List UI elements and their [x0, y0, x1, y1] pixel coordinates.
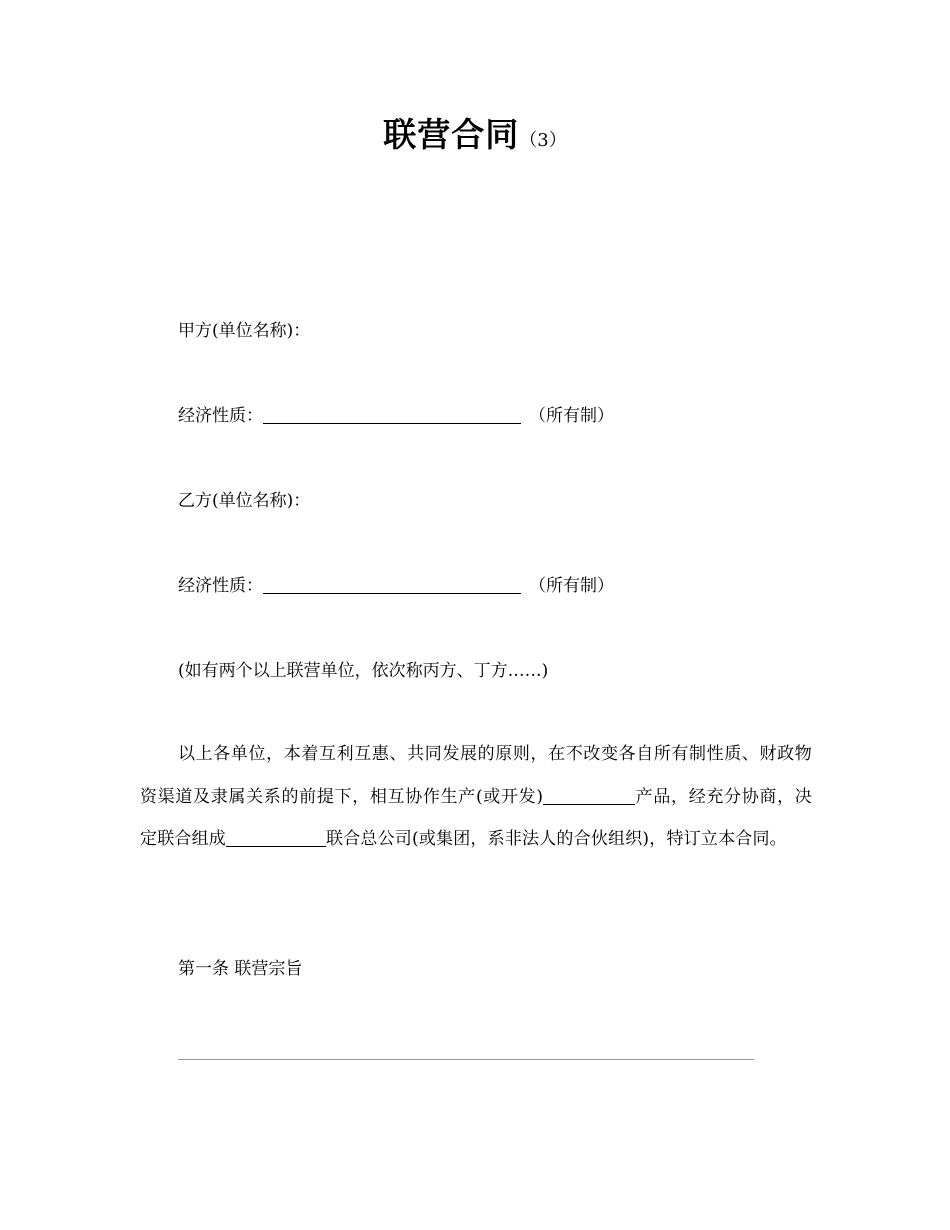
company-name-blank[interactable] [226, 826, 326, 847]
party-a-nature-suffix: （所有制） [529, 406, 614, 426]
party-b-nature-label: 经济性质： [178, 576, 263, 596]
preamble-paragraph [140, 733, 812, 861]
multi-party-note: (如有两个以上联营单位，依次称丙方、丁方……) [178, 661, 549, 681]
party-a-nature-line [178, 401, 614, 431]
footer-divider [178, 1059, 754, 1060]
party-b-nature-suffix: （所有制） [529, 576, 614, 596]
party-b-label: 乙方(单位名称)： [178, 491, 311, 511]
party-a-nature-label: 经济性质： [178, 406, 263, 426]
title-number: （3） [519, 130, 567, 151]
document-title [0, 112, 950, 164]
article-1-heading: 第一条 联营宗旨 [178, 959, 303, 979]
title-main: 联营合同 [383, 115, 520, 154]
preamble-part-1: 以上各单位，本着互利互惠、共同发展的原则，在不改变各自所有制性质、财政物资渠道及隶属关系的前提下，相互协作生产(或开发) [140, 744, 812, 807]
preamble-part-3: 联合总公司(或集团，系非法人的合伙组织)，特订立本合同。 [326, 829, 787, 850]
party-a-label: 甲方(单位名称)： [178, 321, 311, 341]
party-a-line [178, 316, 310, 346]
party-a-nature-blank[interactable] [263, 403, 521, 424]
product-blank[interactable] [543, 784, 635, 805]
preamble-part-2: 产品，经充分协商，决定联合组成 [140, 786, 812, 850]
party-b-nature-blank[interactable] [263, 573, 521, 594]
party-b-line [178, 486, 310, 516]
party-b-nature-line [178, 571, 614, 601]
